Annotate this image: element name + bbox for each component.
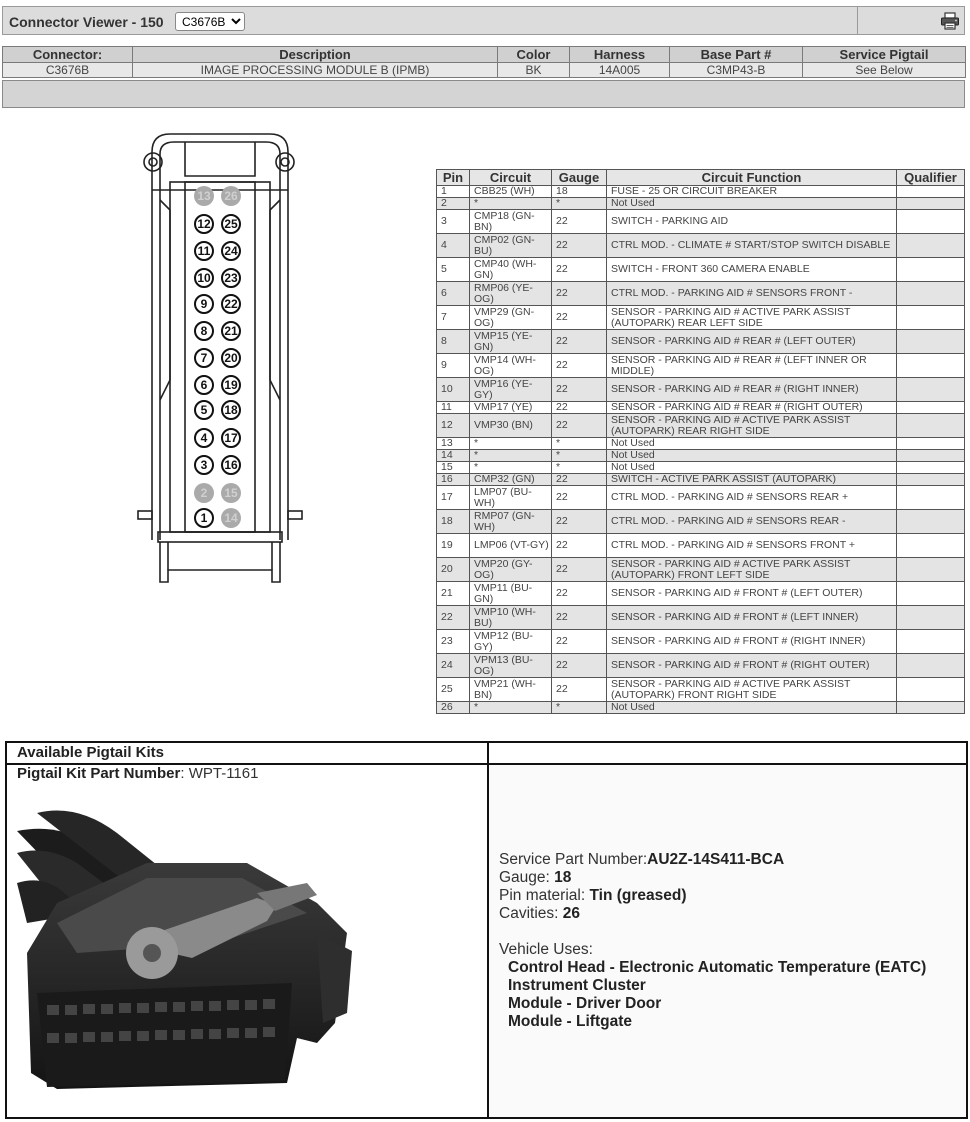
connector-pin-24: 24 (221, 241, 241, 261)
pin-row (437, 654, 965, 678)
gauge-label: Gauge: (499, 869, 550, 886)
pin-number: 13 (437, 438, 470, 450)
connector-pin-3: 3 (194, 455, 214, 475)
qualifier (897, 582, 965, 606)
info-harness: 14A005 (570, 63, 670, 78)
circuit-code: VMP12 (BU-GY) (470, 630, 552, 654)
connector-pin-15: 15 (221, 483, 241, 503)
info-header-connector: Connector: (3, 47, 133, 63)
wire-gauge: 18 (552, 186, 607, 198)
wire-gauge: 22 (552, 486, 607, 510)
circuit-function: SENSOR - PARKING AID # ACTIVE PARK ASSIST (AUTOPARK) REAR RIGHT SIDE (607, 414, 897, 438)
wire-gauge: 22 (552, 210, 607, 234)
pin-number: 18 (437, 510, 470, 534)
info-description: IMAGE PROCESSING MODULE B (IPMB) (133, 63, 498, 78)
wire-gauge: 22 (552, 330, 607, 354)
circuit-function: CTRL MOD. - PARKING AID # SENSORS FRONT + (607, 534, 897, 558)
connector-pin-5: 5 (194, 400, 214, 420)
pin-number: 21 (437, 582, 470, 606)
pin-row (437, 606, 965, 630)
qualifier (897, 258, 965, 282)
qualifier (897, 438, 965, 450)
pin-number: 3 (437, 210, 470, 234)
info-service-pigtail: See Below (803, 63, 966, 78)
qualifier (897, 558, 965, 582)
connector-pin-10: 10 (194, 268, 214, 288)
pin-row (437, 282, 965, 306)
circuit-code: * (470, 450, 552, 462)
cavities-value: 26 (562, 905, 580, 922)
connector-pin-25: 25 (221, 214, 241, 234)
kit-number-label: Pigtail Kit Part Number (17, 765, 181, 782)
pigtail-kit-number-line: Pigtail Kit Part Number: WPT-1161 (17, 765, 259, 782)
connector-info-table (2, 46, 966, 78)
pin-number: 22 (437, 606, 470, 630)
header-circuit-function: Circuit Function (607, 170, 897, 186)
pin-number: 25 (437, 678, 470, 702)
pigtail-section-title: Available Pigtail Kits (17, 744, 164, 761)
pigtail-specs (499, 851, 926, 1031)
circuit-code: CMP18 (GN-BN) (470, 210, 552, 234)
pin-number: 4 (437, 234, 470, 258)
circuit-function: SENSOR - PARKING AID # FRONT # (RIGHT INNER) (607, 630, 897, 654)
gauge-value: 18 (554, 869, 572, 886)
circuit-code: RMP06 (YE-OG) (470, 282, 552, 306)
pin-number: 23 (437, 630, 470, 654)
printer-icon[interactable] (940, 12, 960, 30)
pigtail-divider-vertical (487, 743, 489, 1117)
header-pin: Pin (437, 170, 470, 186)
pin-number: 10 (437, 378, 470, 402)
wire-gauge: * (552, 462, 607, 474)
pin-number: 20 (437, 558, 470, 582)
connector-pin-20: 20 (221, 348, 241, 368)
qualifier (897, 630, 965, 654)
pin-number: 1 (437, 186, 470, 198)
qualifier (897, 306, 965, 330)
connector-outline (130, 130, 310, 590)
cavities-row (499, 905, 926, 923)
circuit-function: CTRL MOD. - PARKING AID # SENSORS REAR - (607, 510, 897, 534)
circuit-code: VMP15 (YE-GN) (470, 330, 552, 354)
pin-row (437, 330, 965, 354)
pin-number: 24 (437, 654, 470, 678)
wire-gauge: 22 (552, 306, 607, 330)
pin-table (436, 169, 965, 714)
circuit-function: SENSOR - PARKING AID # REAR # (RIGHT INNER) (607, 378, 897, 402)
wire-gauge: 22 (552, 354, 607, 378)
pin-number: 5 (437, 258, 470, 282)
circuit-function: FUSE - 25 OR CIRCUIT BREAKER (607, 186, 897, 198)
circuit-function: SENSOR - PARKING AID # REAR # (RIGHT OUTER) (607, 402, 897, 414)
connector-pin-13: 13 (194, 186, 214, 206)
header-circuit: Circuit (470, 170, 552, 186)
connector-pin-19: 19 (221, 375, 241, 395)
circuit-code: CMP32 (GN) (470, 474, 552, 486)
info-header-color: Color (498, 47, 570, 63)
wire-gauge: 22 (552, 402, 607, 414)
circuit-function: CTRL MOD. - PARKING AID # SENSORS REAR + (607, 486, 897, 510)
circuit-function: SENSOR - PARKING AID # FRONT # (RIGHT OUTER) (607, 654, 897, 678)
circuit-function: SENSOR - PARKING AID # ACTIVE PARK ASSIST (AUTOPARK) FRONT LEFT SIDE (607, 558, 897, 582)
connector-pin-11: 11 (194, 241, 214, 261)
connector-pin-14: 14 (221, 508, 241, 528)
vehicle-use-item: Module - Driver Door (508, 995, 662, 1012)
connector-pin-23: 23 (221, 268, 241, 288)
qualifier (897, 606, 965, 630)
info-base-part: C3MP43-B (670, 63, 803, 78)
pin-row (437, 558, 965, 582)
qualifier (897, 198, 965, 210)
qualifier (897, 450, 965, 462)
circuit-code: VMP11 (BU-GN) (470, 582, 552, 606)
pin-row (437, 438, 965, 450)
info-connector: C3676B (3, 63, 133, 78)
pin-material-label: Pin material: (499, 887, 586, 904)
vehicle-use-item: Control Head - Electronic Automatic Temperature (EATC) (508, 959, 927, 976)
qualifier (897, 282, 965, 306)
service-part-value: AU2Z-14S411-BCA (647, 851, 785, 868)
circuit-code: VMP14 (WH-OG) (470, 354, 552, 378)
info-header-harness: Harness (570, 47, 670, 63)
pin-table-body (437, 186, 965, 714)
header-gauge: Gauge (552, 170, 607, 186)
wire-gauge: 22 (552, 534, 607, 558)
qualifier (897, 378, 965, 402)
pin-row (437, 354, 965, 378)
connector-pin-22: 22 (221, 294, 241, 314)
wire-gauge: * (552, 702, 607, 714)
circuit-function: CTRL MOD. - PARKING AID # SENSORS FRONT - (607, 282, 897, 306)
wire-gauge: 22 (552, 582, 607, 606)
pin-number: 26 (437, 702, 470, 714)
circuit-code: VPM13 (BU-OG) (470, 654, 552, 678)
vehicle-use-item: Instrument Cluster (508, 977, 646, 994)
pin-row (437, 582, 965, 606)
pin-number: 16 (437, 474, 470, 486)
circuit-function: Not Used (607, 702, 897, 714)
pin-material-row (499, 887, 926, 905)
pin-row (437, 702, 965, 714)
wire-gauge: 22 (552, 414, 607, 438)
connector-pin-16: 16 (221, 455, 241, 475)
qualifier (897, 702, 965, 714)
header-divider (857, 7, 858, 34)
pin-row (437, 510, 965, 534)
qualifier (897, 234, 965, 258)
pin-row (437, 450, 965, 462)
circuit-code: CMP02 (GN-BU) (470, 234, 552, 258)
pigtail-kits-panel (5, 741, 968, 1119)
circuit-function: SWITCH - PARKING AID (607, 210, 897, 234)
wire-gauge: 22 (552, 558, 607, 582)
circuit-code: VMP30 (BN) (470, 414, 552, 438)
connector-pin-6: 6 (194, 375, 214, 395)
circuit-code: CBB25 (WH) (470, 186, 552, 198)
pin-number: 12 (437, 414, 470, 438)
circuit-code: CMP40 (WH-GN) (470, 258, 552, 282)
circuit-code: * (470, 702, 552, 714)
wire-gauge: 22 (552, 258, 607, 282)
circuit-function: CTRL MOD. - CLIMATE # START/STOP SWITCH DISABLE (607, 234, 897, 258)
pin-row (437, 186, 965, 198)
connector-pin-21: 21 (221, 321, 241, 341)
qualifier (897, 654, 965, 678)
wire-gauge: 22 (552, 474, 607, 486)
circuit-code: LMP07 (BU-WH) (470, 486, 552, 510)
pin-number: 9 (437, 354, 470, 378)
circuit-function: SENSOR - PARKING AID # ACTIVE PARK ASSIST (AUTOPARK) FRONT RIGHT SIDE (607, 678, 897, 702)
gauge-row (499, 869, 926, 887)
pin-row (437, 414, 965, 438)
circuit-code: LMP06 (VT-GY) (470, 534, 552, 558)
vehicle-uses-label: Vehicle Uses: (499, 941, 593, 958)
connector-pin-8: 8 (194, 321, 214, 341)
pin-row (437, 630, 965, 654)
pin-row (437, 258, 965, 282)
pin-row (437, 678, 965, 702)
connector-face-diagram (130, 130, 310, 590)
circuit-function: SENSOR - PARKING AID # ACTIVE PARK ASSIST (AUTOPARK) REAR LEFT SIDE (607, 306, 897, 330)
qualifier (897, 330, 965, 354)
circuit-function: SENSOR - PARKING AID # FRONT # (LEFT INNER) (607, 606, 897, 630)
pin-number: 14 (437, 450, 470, 462)
wire-gauge: * (552, 198, 607, 210)
circuit-function: SENSOR - PARKING AID # REAR # (LEFT OUTER) (607, 330, 897, 354)
qualifier (897, 474, 965, 486)
circuit-code: VMP17 (YE) (470, 402, 552, 414)
wire-gauge: 22 (552, 654, 607, 678)
wire-gauge: 22 (552, 378, 607, 402)
info-header-description: Description (133, 47, 498, 63)
pin-number: 2 (437, 198, 470, 210)
pin-number: 7 (437, 306, 470, 330)
qualifier (897, 354, 965, 378)
pin-number: 6 (437, 282, 470, 306)
pin-row (437, 534, 965, 558)
info-header-row (3, 47, 966, 63)
circuit-function: Not Used (607, 438, 897, 450)
qualifier (897, 510, 965, 534)
circuit-function: Not Used (607, 450, 897, 462)
info-spacer-bar (2, 80, 965, 108)
pigtail-connector-photo (17, 783, 355, 1117)
service-part-row (499, 851, 926, 869)
qualifier (897, 678, 965, 702)
header-qualifier: Qualifier (897, 170, 965, 186)
pin-row (437, 378, 965, 402)
circuit-code: VMP21 (WH-BN) (470, 678, 552, 702)
connector-pin-9: 9 (194, 294, 214, 314)
wire-gauge: 22 (552, 282, 607, 306)
pin-number: 8 (437, 330, 470, 354)
qualifier (897, 186, 965, 198)
qualifier (897, 414, 965, 438)
circuit-code: * (470, 462, 552, 474)
circuit-function: SENSOR - PARKING AID # REAR # (LEFT INNER OR MIDDLE) (607, 354, 897, 378)
pin-number: 17 (437, 486, 470, 510)
circuit-code: VMP16 (YE-GY) (470, 378, 552, 402)
wire-gauge: 22 (552, 234, 607, 258)
circuit-code: VMP29 (GN-OG) (470, 306, 552, 330)
wire-gauge: 22 (552, 510, 607, 534)
info-header-base-part: Base Part # (670, 47, 803, 63)
connector-select[interactable] (175, 12, 245, 31)
page-title: Connector Viewer - 150 (9, 14, 164, 30)
wire-gauge: 22 (552, 630, 607, 654)
wire-gauge: * (552, 438, 607, 450)
pin-row (437, 306, 965, 330)
connector-pin-17: 17 (221, 428, 241, 448)
info-color: BK (498, 63, 570, 78)
info-header-service-pigtail: Service Pigtail (803, 47, 966, 63)
pin-number: 11 (437, 402, 470, 414)
circuit-code: VMP20 (GY-OG) (470, 558, 552, 582)
pin-number: 15 (437, 462, 470, 474)
info-value-row (3, 63, 966, 78)
pin-material-value: Tin (greased) (589, 887, 687, 904)
connector-pin-1: 1 (194, 508, 214, 528)
connector-pin-4: 4 (194, 428, 214, 448)
connector-viewer-header (2, 6, 965, 35)
qualifier (897, 534, 965, 558)
pin-table-header (437, 170, 965, 186)
wire-gauge: 22 (552, 678, 607, 702)
connector-pin-18: 18 (221, 400, 241, 420)
circuit-code: RMP07 (GN-WH) (470, 510, 552, 534)
circuit-function: SWITCH - ACTIVE PARK ASSIST (AUTOPARK) (607, 474, 897, 486)
circuit-code: VMP10 (WH-BU) (470, 606, 552, 630)
connector-pin-26: 26 (221, 186, 241, 206)
circuit-code: * (470, 198, 552, 210)
pin-row (437, 210, 965, 234)
qualifier (897, 210, 965, 234)
circuit-function: SWITCH - FRONT 360 CAMERA ENABLE (607, 258, 897, 282)
circuit-function: SENSOR - PARKING AID # FRONT # (LEFT OUTER) (607, 582, 897, 606)
wire-gauge: 22 (552, 606, 607, 630)
circuit-function: Not Used (607, 462, 897, 474)
wire-gauge: * (552, 450, 607, 462)
pin-number: 19 (437, 534, 470, 558)
pin-row (437, 402, 965, 414)
cavities-label: Cavities: (499, 905, 559, 922)
qualifier (897, 462, 965, 474)
circuit-code: * (470, 438, 552, 450)
qualifier (897, 402, 965, 414)
connector-pin-7: 7 (194, 348, 214, 368)
pin-row (437, 486, 965, 510)
connector-pin-2: 2 (194, 483, 214, 503)
service-part-label: Service Part Number: (499, 851, 648, 868)
vehicle-use-item: Module - Liftgate (508, 1013, 632, 1030)
pin-row (437, 474, 965, 486)
pin-row (437, 462, 965, 474)
vehicle-uses (499, 941, 926, 1031)
connector-pin-12: 12 (194, 214, 214, 234)
pin-row (437, 198, 965, 210)
qualifier (897, 486, 965, 510)
pin-row (437, 234, 965, 258)
circuit-function: Not Used (607, 198, 897, 210)
kit-number-value: WPT-1161 (188, 765, 259, 782)
